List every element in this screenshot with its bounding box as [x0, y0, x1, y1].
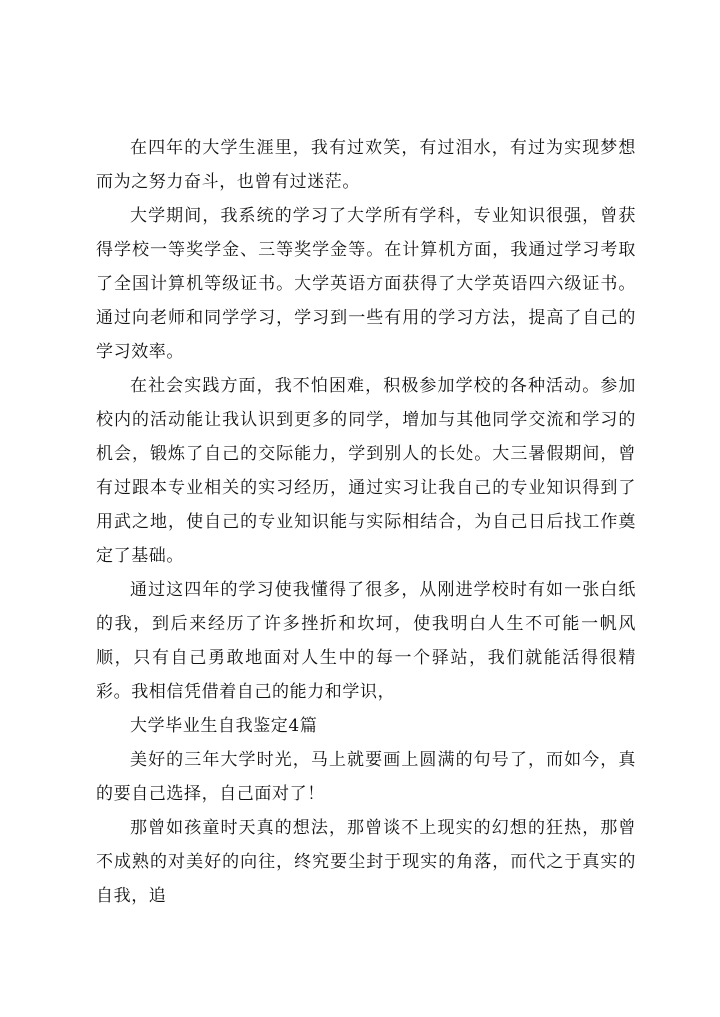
- paragraph-6: 那曾如孩童时天真的想法，那曾谈不上现实的幻想的狂热，那曾不成熟的对美好的向往，终究要尘封于现实的角落，而代之于真实的自我，追: [96, 818, 636, 906]
- paragraph-2: 大学期间，我系统的学习了大学所有学科，专业知识很强，曾获得学校一等奖学金、三等奖学金等。在计算机方面，我通过学习考取了全国计算机等级证书。大学英语方面获得了大学英语四六级证书。通过向老师和同学学习，学习到一些有用的学习方法，提高了自己的学习效率。: [96, 206, 636, 362]
- paragraph-1: 在四年的大学生涯里，我有过欢笑，有过泪水，有过为实现梦想而为之努力奋斗，也曾有过迷茫。: [96, 138, 636, 192]
- paragraph-4: 通过这四年的学习使我懂得了很多，从刚进学校时有如一张白纸的我，到后来经历了许多挫折和坎坷，使我明白人生不可能一帆风顺，只有自己勇敢地面对人生中的每一个驿站，我们就能活得很精彩。我相信凭借着自己的能力和学识，: [96, 580, 636, 702]
- paragraph-5: 美好的三年大学时光，马上就要画上圆满的句号了，而如今，真的要自己选择，自己面对了！: [96, 750, 636, 804]
- document-body: [96, 131, 636, 913]
- section-heading: 大学毕业生自我鉴定4篇: [130, 716, 318, 736]
- paragraph-3: 在社会实践方面，我不怕困难，积极参加学校的各种活动。参加校内的活动能让我认识到更多的同学，增加与其他同学交流和学习的机会，锻炼了自己的交际能力，学到别人的长处。大三暑假期间，曾有过跟本专业相关的实习经历，通过实习让我自己的专业知识得到了用武之地，使自己的专业知识能与实际相结合，为自己日后找工作奠定了基础。: [96, 376, 636, 566]
